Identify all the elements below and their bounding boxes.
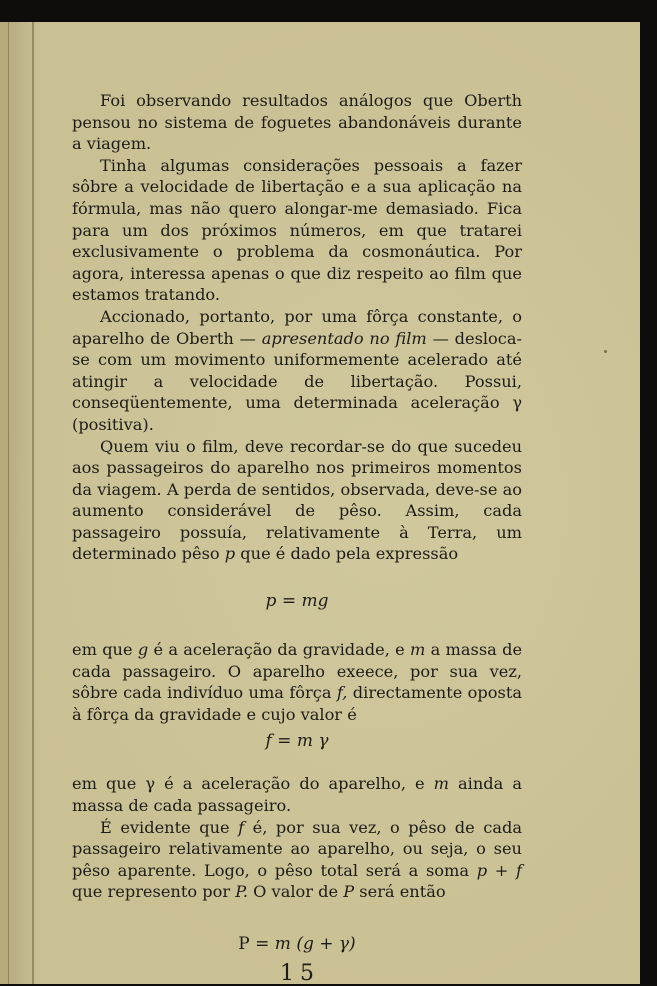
paragraph-7-var-3: P.: [235, 882, 248, 902]
paragraph-6-var-1: m: [433, 774, 449, 794]
paragraph-7-var-4: P: [343, 882, 355, 902]
paragraph-5-text-4: directamente oposta à fôrça da gravidade e cujo valor é: [72, 683, 522, 724]
paragraph-5-var-2: m: [410, 640, 426, 660]
book-page: [0, 22, 640, 984]
gutter-shadow: [32, 22, 34, 984]
paragraph-7-text-2: é, por sua vez, o pêso de cada passageiro relativamente ao aparelho, ou seja, o seu pêso aparente. Logo, o pêso total será a soma: [72, 817, 522, 880]
formula-weight: p = mg: [265, 591, 329, 612]
paragraph-2: Tinha algumas considerações pessoais a fazer sôbre a velocidade de libertação e a sua aplicação na fórmula, mas não quero alongar-me demasiado. Fica para um dos próximos números, em que tratarei exclusivamente o problema da cosmonáutica. Por agora, interessa apenas o que diz respeito ao film que estamos tratando.: [72, 155, 522, 305]
body-text: [72, 90, 522, 985]
paragraph-7-var-1: f: [238, 817, 245, 837]
paragraph-5: [72, 639, 522, 725]
paragraph-7-text-4: O valor de: [247, 882, 344, 902]
paragraph-5-text-1: em que: [72, 640, 138, 660]
paragraph-4: [72, 436, 522, 566]
paragraph-5-var-1: g: [137, 640, 149, 660]
paragraph-6: [72, 773, 522, 816]
formula-force: f = m γ: [265, 731, 329, 752]
paragraph-5-text-3: a massa de cada passageiro. O aparelho exeece, por sua vez, sôbre cada indivíduo uma fôrça: [72, 640, 523, 703]
paragraph-5-var-3: f,: [336, 683, 348, 703]
paper-speck: [604, 350, 607, 353]
paragraph-3-text-a: Accionado, portanto, por uma fôrça constante, o aparelho de Oberth —: [72, 306, 522, 348]
paragraph-6-text-2: ainda a massa de cada passageiro.: [72, 774, 522, 816]
paragraph-5-text-2: é a aceleração da gravidade, e: [148, 640, 410, 660]
paragraph-7-text-1: É evidente que: [100, 817, 239, 837]
paragraph-6-text-1: em que γ é a aceleração do aparelho, e: [72, 774, 434, 794]
page-number: 15: [280, 961, 320, 986]
paragraph-7-text-5: será então: [354, 882, 446, 902]
paragraph-7-var-2: p + f: [476, 860, 522, 880]
paragraph-4-text-a: Quem viu o film, deve recordar-se do que sucedeu aos passageiros do aparelho nos primeiros momentos da viagem. A perda de sentidos, observada, deve-se ao aumento considerável de pêso. Assim, cada passageiro possuía, relativamente à Terra, um determinado pêso: [72, 436, 522, 564]
paragraph-1: Foi observando resultados análogos que Oberth pensou no sistema de foguetes abandonáveis durante a viagem.: [72, 91, 522, 154]
formula-total-weight-left: P =: [238, 934, 275, 954]
paragraph-7-text-3: que represento por: [72, 882, 236, 902]
paragraph-3: [72, 306, 522, 436]
formula-total-weight: [72, 933, 522, 955]
paragraph-4-text-b: que é dado pela expressão: [235, 544, 459, 564]
paragraph-3-italic: apresentado no film: [261, 328, 427, 348]
paragraph-4-var: p: [224, 544, 236, 564]
formula-total-weight-right: m (g + γ): [274, 934, 356, 954]
paragraph-7: [72, 817, 522, 903]
paragraph-3-text-b: — desloca-se com um movimento uniformemente acelerado até atingir a velocidade de libertação. Possui, conseqüentemente, uma determinada aceleração γ (positiva).: [72, 328, 522, 434]
